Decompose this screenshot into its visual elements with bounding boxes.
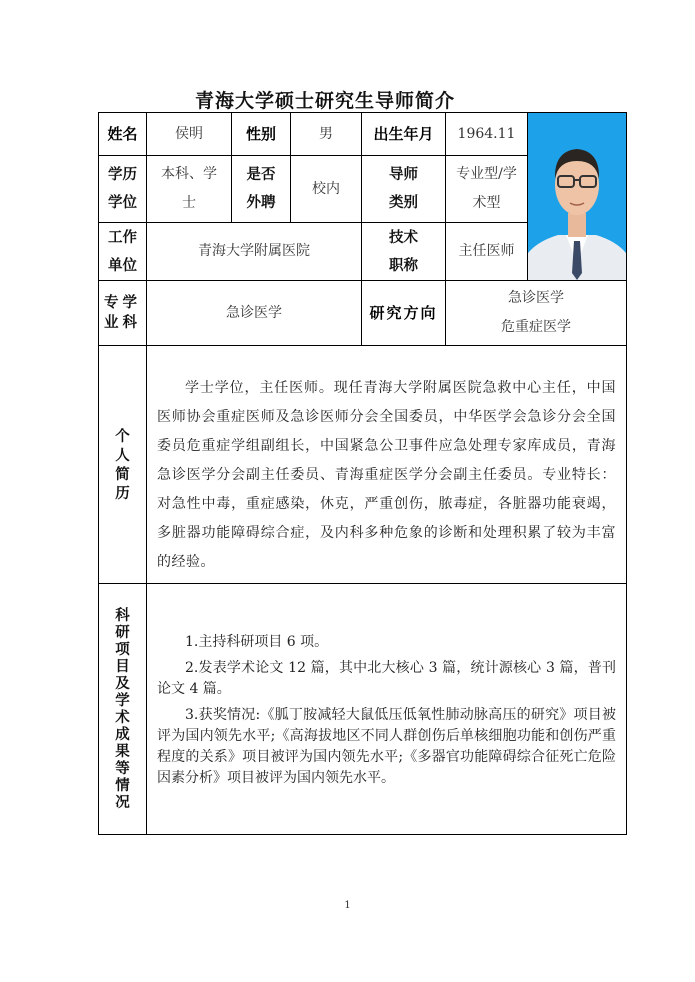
portrait-photo bbox=[527, 112, 627, 281]
gender-value: 男 bbox=[290, 112, 362, 156]
direction-item: 急诊医学 bbox=[508, 290, 564, 306]
direction-values bbox=[445, 280, 627, 346]
page-number: 1 bbox=[344, 900, 351, 911]
research-item: 3.获奖情况:《胍丁胺减轻大鼠低压低氧性肺动脉高压的研究》项目被评为国内领先水平;《高海拔地区不同人群创伤后单核细胞功能和创伤严重程度的关系》项目被评为国内领先水平;《多器官功能障碍综合征死亡危险因素分析》项目被评为国内领先水平。 bbox=[157, 707, 616, 786]
name-value: 侯明 bbox=[146, 112, 232, 156]
degree-label: 学历 学位 bbox=[98, 155, 147, 223]
birth-label: 出生年月 bbox=[361, 112, 446, 156]
discipline-label: 专学 业科 bbox=[98, 280, 147, 346]
direction-label: 研究方向 bbox=[361, 280, 446, 346]
degree-value: 本科、学士 bbox=[146, 155, 232, 223]
discipline-value: 急诊医学 bbox=[146, 280, 362, 346]
research-item: 2.发表学术论文 12 篇，其中北大核心 3 篇，统计源核心 3 篇，普刊论文 4 篇。 bbox=[157, 660, 616, 697]
person-portrait-icon bbox=[528, 113, 626, 280]
title-value: 主任医师 bbox=[445, 222, 528, 281]
work-value: 青海大学附属医院 bbox=[146, 222, 362, 281]
research-label: 科 研 项 目 及 学 术 成 果 等 情 况 bbox=[98, 583, 147, 835]
profile-label: 个 人 简 历 bbox=[98, 345, 147, 584]
birth-value: 1964.11 bbox=[445, 112, 528, 156]
external-value: 校内 bbox=[290, 155, 362, 223]
gender-label: 性别 bbox=[231, 112, 291, 156]
profile-paragraph: 学士学位，主任医师。现任青海大学附属医院急救中心主任，中国医师协会重症医师及急诊医师分会全国委员，中华医学会急诊分会全国委员危重症学组副组长，中国紧急公卫事件应急处理专家库成员，青海急诊医学分会副主任委员、青海重症医学分会副主任委员。专业特长：对急性中毒，重症感染，休克，严重创伤，脓毒症，各脏器功能衰竭，多脏器功能障碍综合症，及内科多种危象的诊断和处理积累了较为丰富的经验。 bbox=[157, 380, 616, 570]
title-label: 技术 职称 bbox=[361, 222, 446, 281]
direction-item: 危重症医学 bbox=[501, 319, 571, 335]
work-label: 工作 单位 bbox=[98, 222, 147, 281]
page-title: 青海大学硕士研究生导师简介 bbox=[194, 90, 455, 112]
research-item: 1.主持科研项目 6 项。 bbox=[185, 634, 329, 650]
type-value: 专业型/学术型 bbox=[445, 155, 528, 223]
type-label: 导师 类别 bbox=[361, 155, 446, 223]
name-label: 姓名 bbox=[98, 112, 147, 156]
profile-text bbox=[146, 345, 627, 584]
research-text bbox=[146, 583, 627, 835]
external-label: 是否 外聘 bbox=[231, 155, 291, 223]
